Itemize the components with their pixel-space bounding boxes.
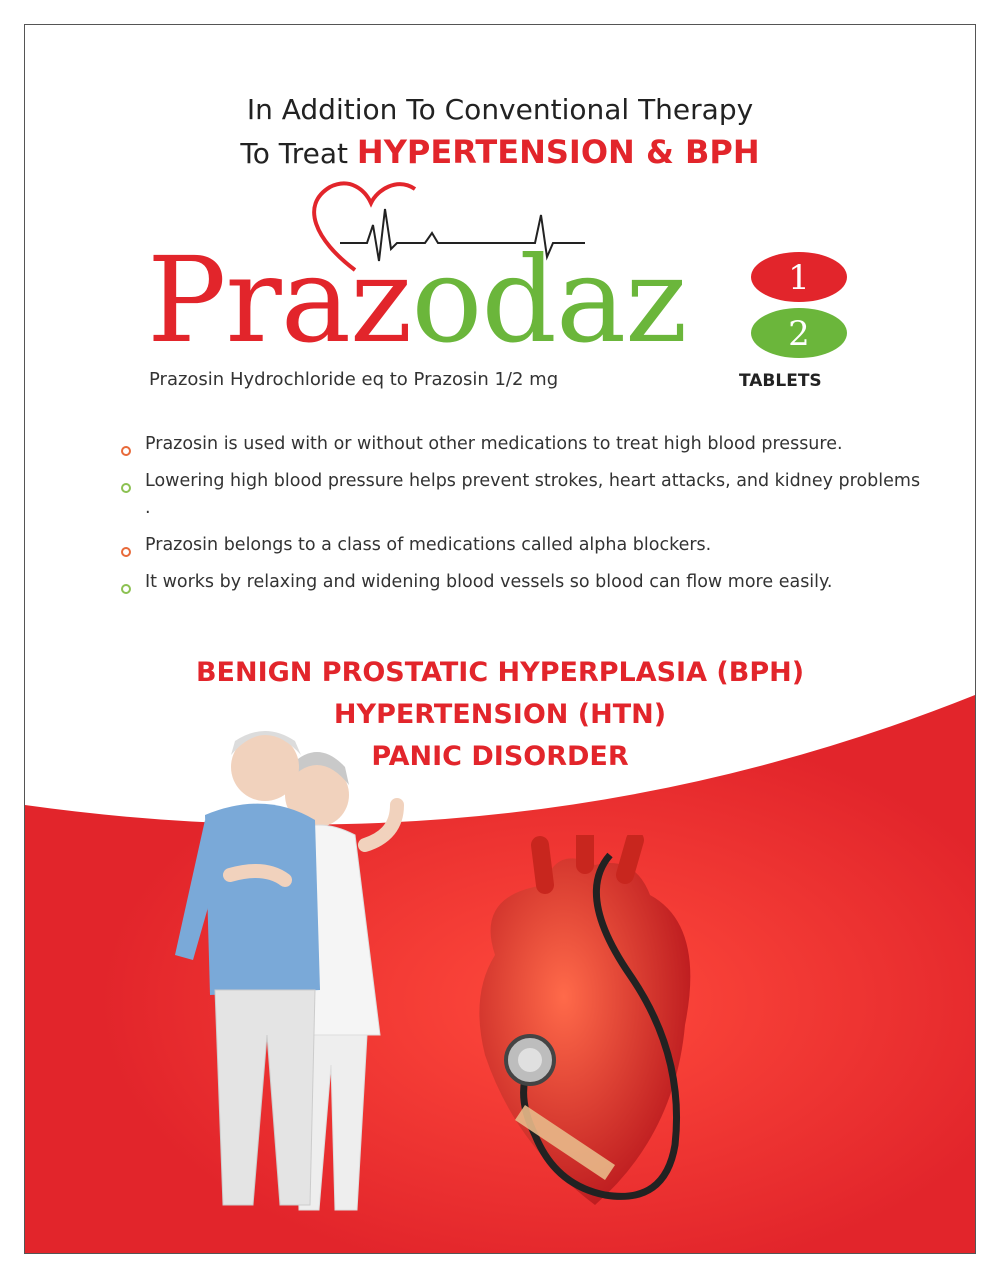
indication-1: BENIGN PROSTATIC HYPERPLASIA (BPH) [195, 657, 805, 688]
bullet-dot-icon [121, 584, 131, 594]
list-item: It works by relaxing and widening blood vessels so blood can flow more easily. [121, 569, 921, 596]
indication-3: PANIC DISORDER [371, 741, 629, 772]
bullet-dot-icon [121, 483, 131, 493]
header-prefix: To Treat [240, 137, 349, 170]
header-line-1: In Addition To Conventional Therapy [246, 93, 754, 126]
list-item: Prazosin belongs to a class of medications called alpha blockers. [121, 532, 921, 559]
strength-badge [749, 251, 849, 361]
bullet-dot-icon [121, 547, 131, 557]
bullet-dot-icon [121, 446, 131, 456]
brochure-frame [24, 24, 976, 1254]
strength-bottom: 2 [788, 314, 810, 354]
dosage-form: TABLETS [739, 371, 822, 391]
strength-top: 1 [788, 258, 810, 298]
brand-part-2: odaz [411, 231, 687, 369]
header-highlight: HYPERTENSION & BPH [356, 133, 760, 171]
brand-name [147, 231, 687, 369]
indication-2: HYPERTENSION (HTN) [333, 699, 667, 730]
heart-stethoscope-image [435, 835, 755, 1235]
senior-couple-image [135, 705, 435, 1235]
list-item: Lowering high blood pressure helps prevent strokes, heart attacks, and kidney problems . [121, 468, 921, 522]
brand-part-1: Praz [147, 231, 412, 369]
list-item: Prazosin is used with or without other medications to treat high blood pressure. [121, 431, 921, 458]
header-line-2 [25, 133, 975, 171]
composition-text: Prazosin Hydrochloride eq to Prazosin 1/2 mg [149, 369, 559, 390]
bullet-list [121, 431, 921, 606]
